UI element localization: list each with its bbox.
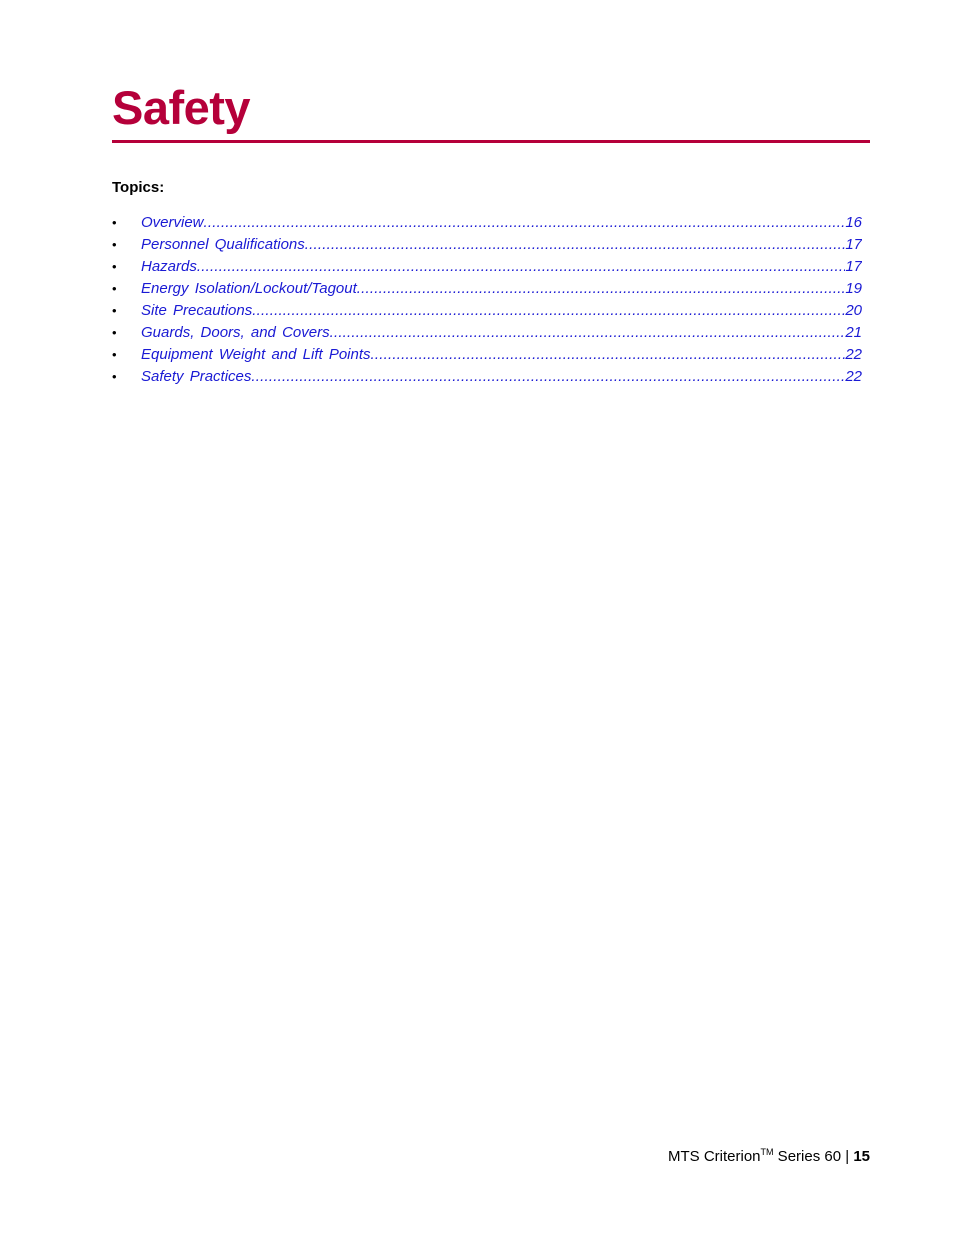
toc-item — [112, 256, 862, 278]
toc-label: Site Precautions — [141, 302, 253, 319]
toc-list — [112, 212, 862, 388]
footer-page-number: 15 — [853, 1148, 870, 1165]
toc-link-hazards[interactable] — [141, 256, 862, 278]
bullet-icon: • — [112, 281, 117, 296]
toc-page-number: 21 — [845, 324, 862, 341]
toc-leader — [197, 256, 845, 278]
toc-link-personnel-qualifications[interactable] — [141, 234, 862, 256]
toc-link-overview[interactable] — [141, 212, 862, 234]
toc-label: Equipment Weight and Lift Points — [141, 346, 371, 363]
topics-heading: Topics: — [112, 179, 165, 196]
toc-page-number: 16 — [845, 214, 862, 231]
toc-item — [112, 300, 862, 322]
toc-page-number: 22 — [845, 346, 862, 363]
toc-leader — [305, 234, 846, 256]
footer-series: Series 60 — [773, 1148, 846, 1165]
toc-item — [112, 212, 862, 234]
toc-page-number: 17 — [845, 258, 862, 275]
toc-link-site-precautions[interactable] — [141, 300, 862, 322]
page-footer — [668, 1148, 870, 1166]
toc-label: Guards, Doors, and Covers — [141, 324, 330, 341]
toc-item — [112, 234, 862, 256]
toc-page-number: 19 — [845, 280, 862, 297]
trademark-mark: TM — [760, 1147, 774, 1157]
bullet-icon: • — [112, 259, 117, 274]
toc-leader — [251, 366, 845, 388]
bullet-icon: • — [112, 347, 117, 362]
bullet-icon: • — [112, 369, 117, 384]
toc-label: Energy Isolation/Lockout/Tagout — [141, 280, 357, 297]
toc-label: Overview — [141, 214, 204, 231]
toc-leader — [252, 300, 845, 322]
title-divider — [112, 140, 870, 143]
toc-label: Safety Practices — [141, 368, 252, 385]
toc-leader — [204, 212, 846, 234]
footer-separator: | — [845, 1148, 850, 1165]
footer-product: MTS Criterion — [668, 1148, 761, 1165]
bullet-icon: • — [112, 303, 117, 318]
toc-link-guards-doors-covers[interactable] — [141, 322, 862, 344]
toc-item — [112, 278, 862, 300]
toc-leader — [330, 322, 846, 344]
toc-page-number: 20 — [845, 302, 862, 319]
toc-link-safety-practices[interactable] — [141, 366, 862, 388]
toc-link-energy-isolation[interactable] — [141, 278, 862, 300]
toc-item — [112, 322, 862, 344]
toc-link-equipment-weight[interactable] — [141, 344, 862, 366]
toc-label: Personnel Qualifications — [141, 236, 305, 253]
toc-label: Hazards — [141, 258, 197, 275]
toc-page-number: 17 — [845, 236, 862, 253]
bullet-icon: • — [112, 325, 117, 340]
toc-item — [112, 366, 862, 388]
toc-item — [112, 344, 862, 366]
toc-page-number: 22 — [845, 368, 862, 385]
bullet-icon: • — [112, 237, 117, 252]
toc-leader — [371, 344, 846, 366]
bullet-icon: • — [112, 215, 117, 230]
toc-leader — [357, 278, 846, 300]
page-title: Safety — [112, 81, 251, 134]
